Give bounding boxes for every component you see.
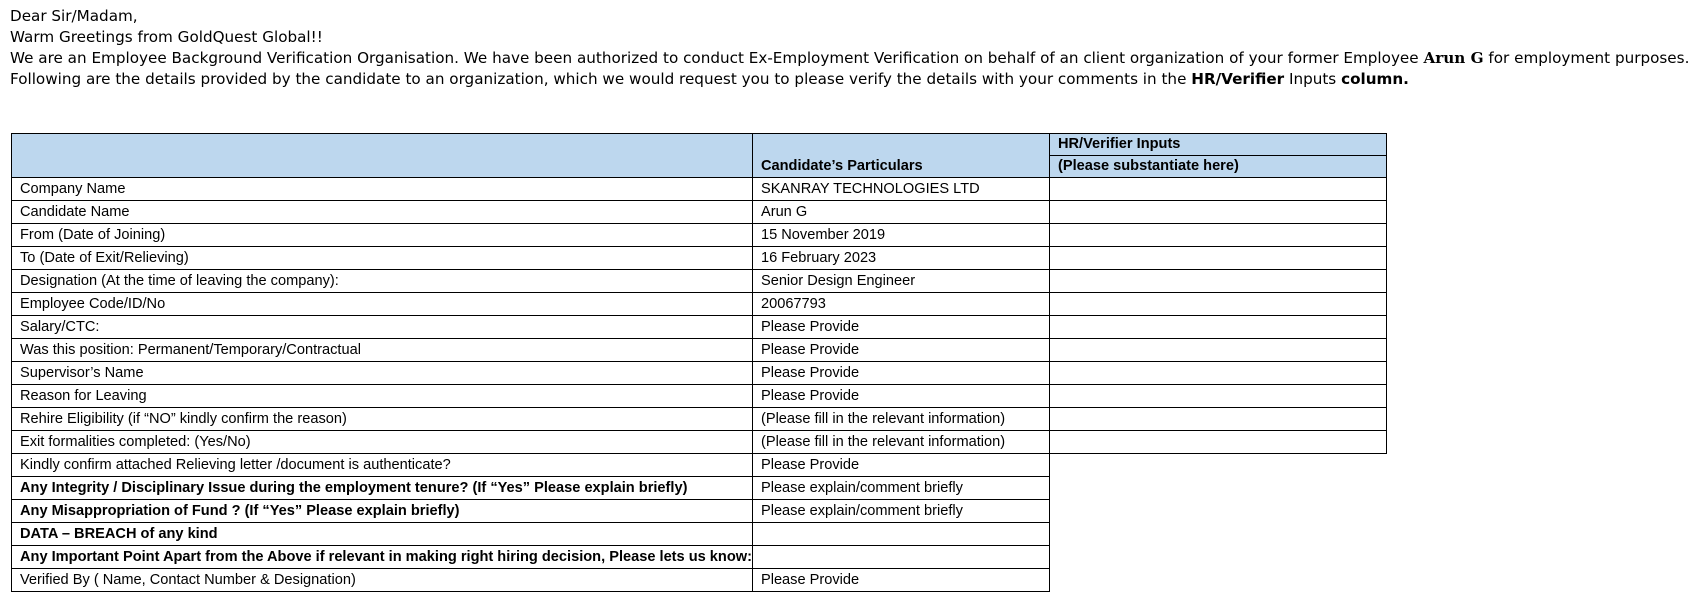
verifier-input-cell[interactable] xyxy=(1049,316,1386,339)
verifier-input-cell[interactable] xyxy=(1049,247,1386,270)
verifier-input-cell[interactable] xyxy=(1049,178,1386,201)
empty-cell xyxy=(1049,546,1386,569)
empty-cell xyxy=(1049,500,1386,523)
candidate-value: (Please fill in the relevant information) xyxy=(752,431,1049,454)
column-emphasis: column. xyxy=(1341,70,1409,88)
candidate-value xyxy=(752,546,1049,569)
candidate-value xyxy=(752,523,1049,546)
header-label-cell xyxy=(12,134,753,178)
intro-text: We are an Employee Background Verification Organisation. We have been authorized to conduct Ex-Employment Verification on behalf of an client organization of your former Employee xyxy=(10,49,1424,67)
row-label: From (Date of Joining) xyxy=(12,224,753,247)
table-row xyxy=(12,293,1387,316)
candidate-value: Please Provide xyxy=(752,569,1049,592)
candidate-value: (Please fill in the relevant information) xyxy=(752,408,1049,431)
intro-paragraph-1 xyxy=(10,48,1689,69)
row-label: Rehire Eligibility (if “NO” kindly confirm the reason) xyxy=(12,408,753,431)
intro-text: Following are the details provided by the candidate to an organization, which we would request you to please verify the details with your comments in the xyxy=(10,70,1192,88)
row-label: Any Important Point Apart from the Above if relevant in making right hiring decision, Please lets us know: xyxy=(12,546,753,569)
table-row xyxy=(12,477,1387,500)
row-label: Kindly confirm attached Relieving letter /document is authenticate? xyxy=(12,454,753,477)
candidate-value: Please Provide xyxy=(752,454,1049,477)
verifier-input-cell[interactable] xyxy=(1049,431,1386,454)
hr-verifier-emphasis: HR/Verifier xyxy=(1191,70,1285,88)
verifier-input-cell[interactable] xyxy=(1049,408,1386,431)
table-header-row xyxy=(12,134,1387,156)
row-label: To (Date of Exit/Relieving) xyxy=(12,247,753,270)
row-label: Any Misappropriation of Fund ? (If “Yes” Please explain briefly) xyxy=(12,500,753,523)
table-row xyxy=(12,569,1387,592)
row-label: Verified By ( Name, Contact Number & Designation) xyxy=(12,569,753,592)
table-body xyxy=(12,178,1387,592)
candidate-value: Please Provide xyxy=(752,362,1049,385)
verifier-input-cell[interactable] xyxy=(1049,201,1386,224)
row-label: Supervisor’s Name xyxy=(12,362,753,385)
header-candidate-particulars: Candidate’s Particulars xyxy=(752,134,1049,178)
candidate-value: Please Provide xyxy=(752,339,1049,362)
row-label: Designation (At the time of leaving the company): xyxy=(12,270,753,293)
letter-intro xyxy=(10,6,1689,90)
row-label: Salary/CTC: xyxy=(12,316,753,339)
verifier-input-cell[interactable] xyxy=(1049,224,1386,247)
table-row xyxy=(12,224,1387,247)
empty-cell xyxy=(1049,569,1386,592)
empty-cell xyxy=(1049,477,1386,500)
row-label: Any Integrity / Disciplinary Issue during the employment tenure? (If “Yes” Please explain briefly) xyxy=(12,477,753,500)
candidate-value: Please explain/comment briefly xyxy=(752,500,1049,523)
empty-cell xyxy=(1049,454,1386,477)
header-verifier-note: (Please substantiate here) xyxy=(1049,156,1386,178)
intro-paragraph-2 xyxy=(10,69,1640,90)
greeting: Warm Greetings from GoldQuest Global!! xyxy=(10,28,323,46)
header-verifier-inputs: HR/Verifier Inputs xyxy=(1049,134,1386,156)
candidate-value: Please Provide xyxy=(752,385,1049,408)
verifier-input-cell[interactable] xyxy=(1049,293,1386,316)
table-row xyxy=(12,362,1387,385)
row-label: Was this position: Permanent/Temporary/Contractual xyxy=(12,339,753,362)
row-label: Reason for Leaving xyxy=(12,385,753,408)
intro-text: for employment purposes. xyxy=(1483,49,1689,67)
candidate-value: 20067793 xyxy=(752,293,1049,316)
candidate-value: Please Provide xyxy=(752,316,1049,339)
row-label: Company Name xyxy=(12,178,753,201)
table-row xyxy=(12,201,1387,224)
table-row xyxy=(12,270,1387,293)
table-row xyxy=(12,178,1387,201)
table-row xyxy=(12,454,1387,477)
table-row xyxy=(12,500,1387,523)
candidate-value: 15 November 2019 xyxy=(752,224,1049,247)
table-row xyxy=(12,523,1387,546)
table-row xyxy=(12,247,1387,270)
candidate-value: Arun G xyxy=(752,201,1049,224)
verifier-input-cell[interactable] xyxy=(1049,339,1386,362)
table-row xyxy=(12,431,1387,454)
row-label: Exit formalities completed: (Yes/No) xyxy=(12,431,753,454)
row-label: Candidate Name xyxy=(12,201,753,224)
verifier-input-cell[interactable] xyxy=(1049,385,1386,408)
verifier-input-cell[interactable] xyxy=(1049,362,1386,385)
empty-cell xyxy=(1049,523,1386,546)
table-row xyxy=(12,316,1387,339)
candidate-value: Please explain/comment briefly xyxy=(752,477,1049,500)
salutation: Dear Sir/Madam, xyxy=(10,7,138,25)
row-label: DATA – BREACH of any kind xyxy=(12,523,753,546)
candidate-value: Senior Design Engineer xyxy=(752,270,1049,293)
candidate-value: SKANRAY TECHNOLOGIES LTD xyxy=(752,178,1049,201)
table-row xyxy=(12,408,1387,431)
verification-table xyxy=(11,133,1387,592)
verifier-input-cell[interactable] xyxy=(1049,270,1386,293)
candidate-value: 16 February 2023 xyxy=(752,247,1049,270)
row-label: Employee Code/ID/No xyxy=(12,293,753,316)
table-row xyxy=(12,339,1387,362)
employee-name: Arun G xyxy=(1423,49,1484,67)
table-row xyxy=(12,546,1387,569)
intro-text: Inputs xyxy=(1284,70,1342,88)
table-row xyxy=(12,385,1387,408)
